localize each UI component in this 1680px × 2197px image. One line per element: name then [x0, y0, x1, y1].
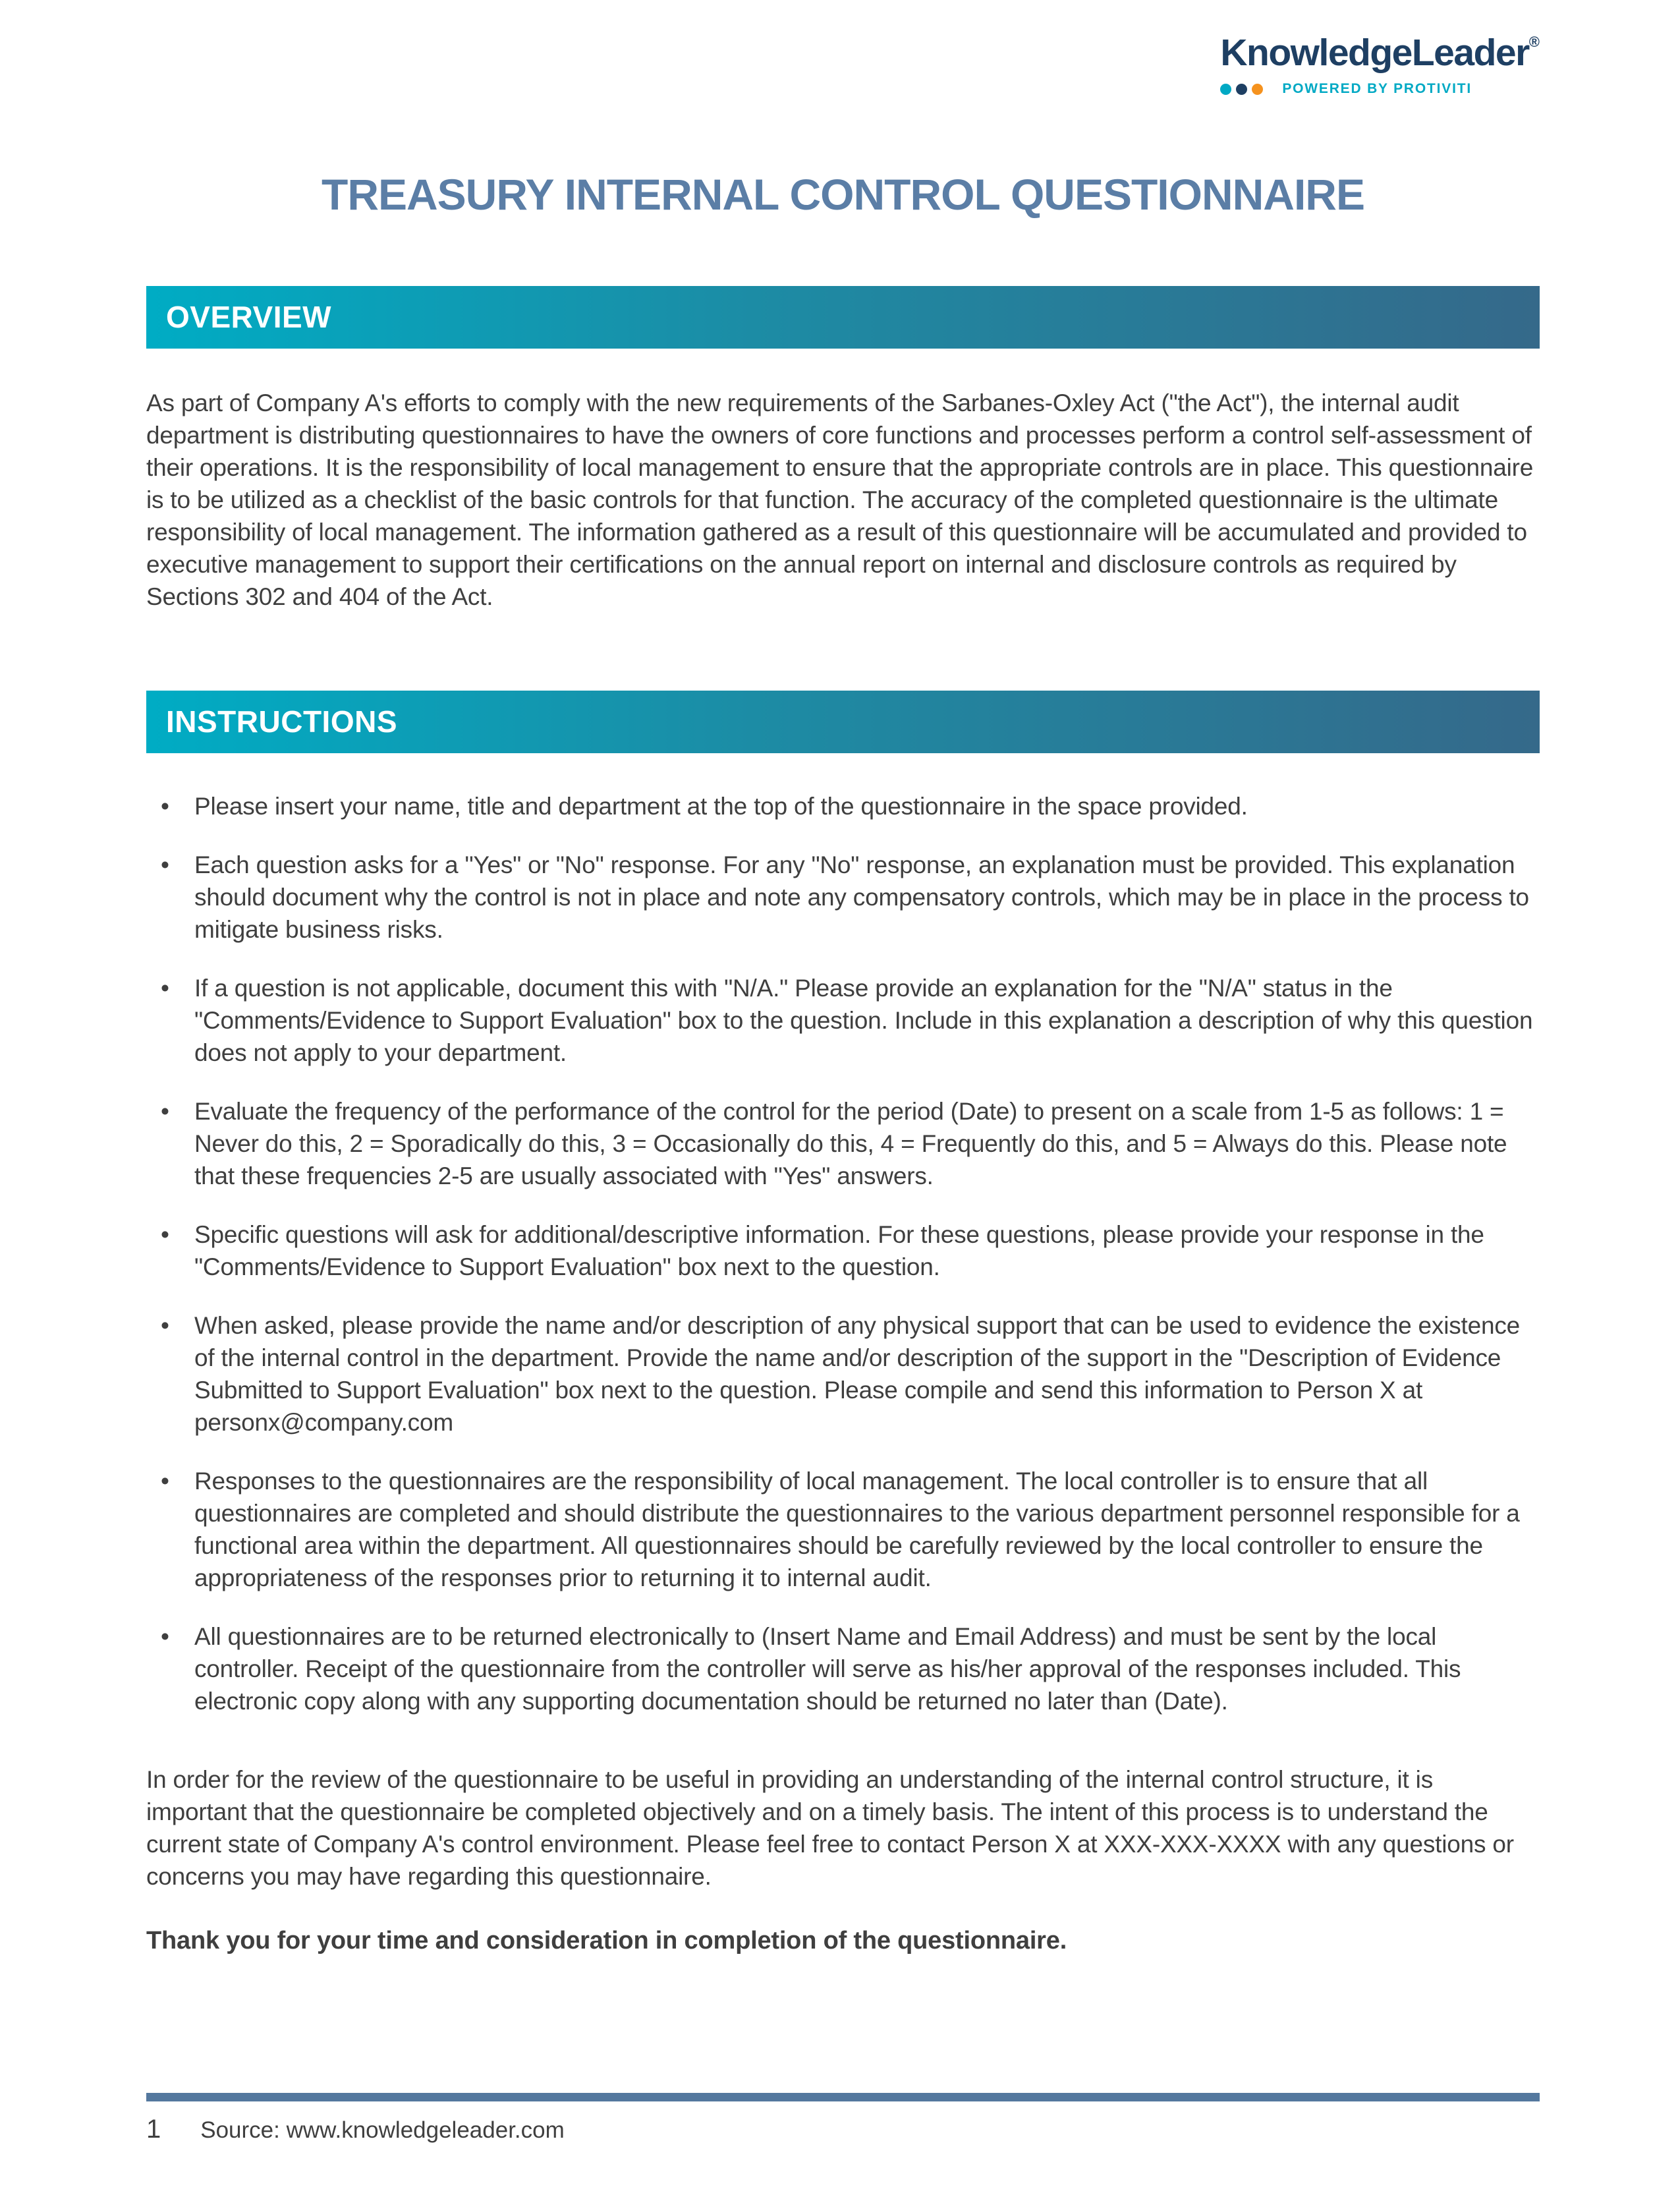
instruction-item [146, 1620, 1540, 1717]
instruction-item [146, 790, 1540, 822]
instruction-text: Specific questions will ask for additional/descriptive information. For these questions, please provide your response in the "Comments/Evidence to Support Evaluation" box next to the question. [194, 1220, 1484, 1280]
teal-dot-icon [1220, 84, 1231, 95]
brand-tagline: POWERED BY PROTIVITI [1282, 81, 1472, 96]
instruction-text: Evaluate the frequency of the performance of the control for the period (Date) to present on a scale from 1-5 as follows: 1 = Never do this, 2 = Sporadically do this, 3 = Occasionally do this, 4 = Frequently do this, and 5 = Always do this. Please note that these frequencies 2-5 are usually associated with "Yes" answers. [194, 1097, 1507, 1189]
bullet-icon: • [161, 974, 169, 1002]
instruction-item [146, 1309, 1540, 1439]
overview-heading-label: OVERVIEW [166, 300, 332, 335]
registered-mark: ® [1528, 34, 1540, 50]
bullet-icon: • [161, 1220, 169, 1248]
bullet-icon: • [161, 1311, 169, 1339]
brand-name-text: KnowledgeLeader [1220, 32, 1529, 74]
orange-dot-icon [1252, 84, 1263, 95]
instruction-text: When asked, please provide the name and/or description of any physical support that can be used to evidence the existence of the internal control in the department. Provide the name and/or description of the support in the "Description of Evidence Submitted to Support Evaluation" box next to the question. Please compile and send this information to Person X at personx@company.com [194, 1311, 1521, 1436]
closing-paragraph: In order for the review of the questionnaire to be useful in providing an understanding of the internal control structure, it is important that the questionnaire be completed objectively and on a timely basis. The intent of this process is to understand the current state of Company A's control environment. Please feel free to contact Person X at XXX-XXX-XXXX with any questions or concerns you may have regarding this questionnaire. [146, 1765, 1514, 1890]
instructions-list [146, 790, 1540, 1717]
instructions-heading-label: INSTRUCTIONS [166, 704, 397, 739]
instruction-text: Each question asks for a "Yes" or "No" response. For any "No" response, an explanation must be provided. This explanation should document why the control is not in place and note any compensatory controls, which may be in place in the process to mitigate business risks. [194, 851, 1529, 943]
instruction-text: Responses to the questionnaires are the responsibility of local management. The local controller is to ensure that all questionnaires are completed and should distribute the questionnaires to the various department personnel responsible for a functional area within the department. All questionnaires should be carefully reviewed by the local controller to ensure the appropriateness of the responses prior to returning it to internal audit. [194, 1467, 1520, 1591]
instruction-text: All questionnaires are to be returned electronically to (Insert Name and Email Address) and must be sent by the local controller. Receipt of the questionnaire from the controller will serve as his/her approval of the responses included. This electronic copy along with any supporting documentation should be returned no later than (Date). [194, 1622, 1461, 1715]
instruction-text: Please insert your name, title and department at the top of the questionnaire in the space provided. [194, 792, 1248, 820]
page-footer [146, 2093, 1540, 2144]
instruction-item [146, 1218, 1540, 1283]
instruction-item [146, 1465, 1540, 1594]
bullet-icon: • [161, 792, 169, 820]
navy-dot-icon [1236, 84, 1247, 95]
bullet-icon: • [161, 1622, 169, 1650]
overview-section-header [146, 286, 1540, 349]
source-note: Source: www.knowledgeleader.com [200, 2117, 565, 2143]
bullet-icon: • [161, 1467, 169, 1495]
instruction-item [146, 1095, 1540, 1192]
instruction-item [146, 849, 1540, 946]
instructions-section-header [146, 691, 1540, 753]
instruction-text: If a question is not applicable, document this with "N/A." Please provide an explanation for the "N/A" status in the "Comments/Evidence to Support Evaluation" box to the question. Include in this explanation a description of why this question does not apply to your department. [194, 974, 1533, 1066]
overview-paragraph: As part of Company A's efforts to comply with the new requirements of the Sarbanes-Oxley Act ("the Act"), the internal audit department is distributing questionnaires to have the owners of core functions and processes perform a control self-assessment of their operations. It is the responsibility of local management to ensure that the appropriate controls are in place. This questionnaire is to be utilized as a checklist of the basic controls for that function. The accuracy of the completed questionnaire is the ultimate responsibility of local management. The information gathered as a result of this questionnaire will be accumulated and provided to executive management to support their certifications on the annual report on internal and disclosure controls as required by Sections 302 and 404 of the Act. [146, 389, 1534, 610]
page-title: TREASURY INTERNAL CONTROL QUESTIONNAIRE [322, 170, 1364, 219]
bullet-icon: • [161, 851, 169, 878]
brand-name [1220, 34, 1540, 72]
brand-logo [146, 0, 1540, 97]
bullet-icon: • [161, 1097, 169, 1125]
thank-you-note: Thank you for your time and consideration in completion of the questionnaire. [146, 1926, 1067, 1954]
footer-divider [146, 2093, 1540, 2101]
page-number: 1 [146, 2115, 161, 2144]
instruction-item [146, 972, 1540, 1069]
brand-tagline-row [1220, 81, 1472, 97]
